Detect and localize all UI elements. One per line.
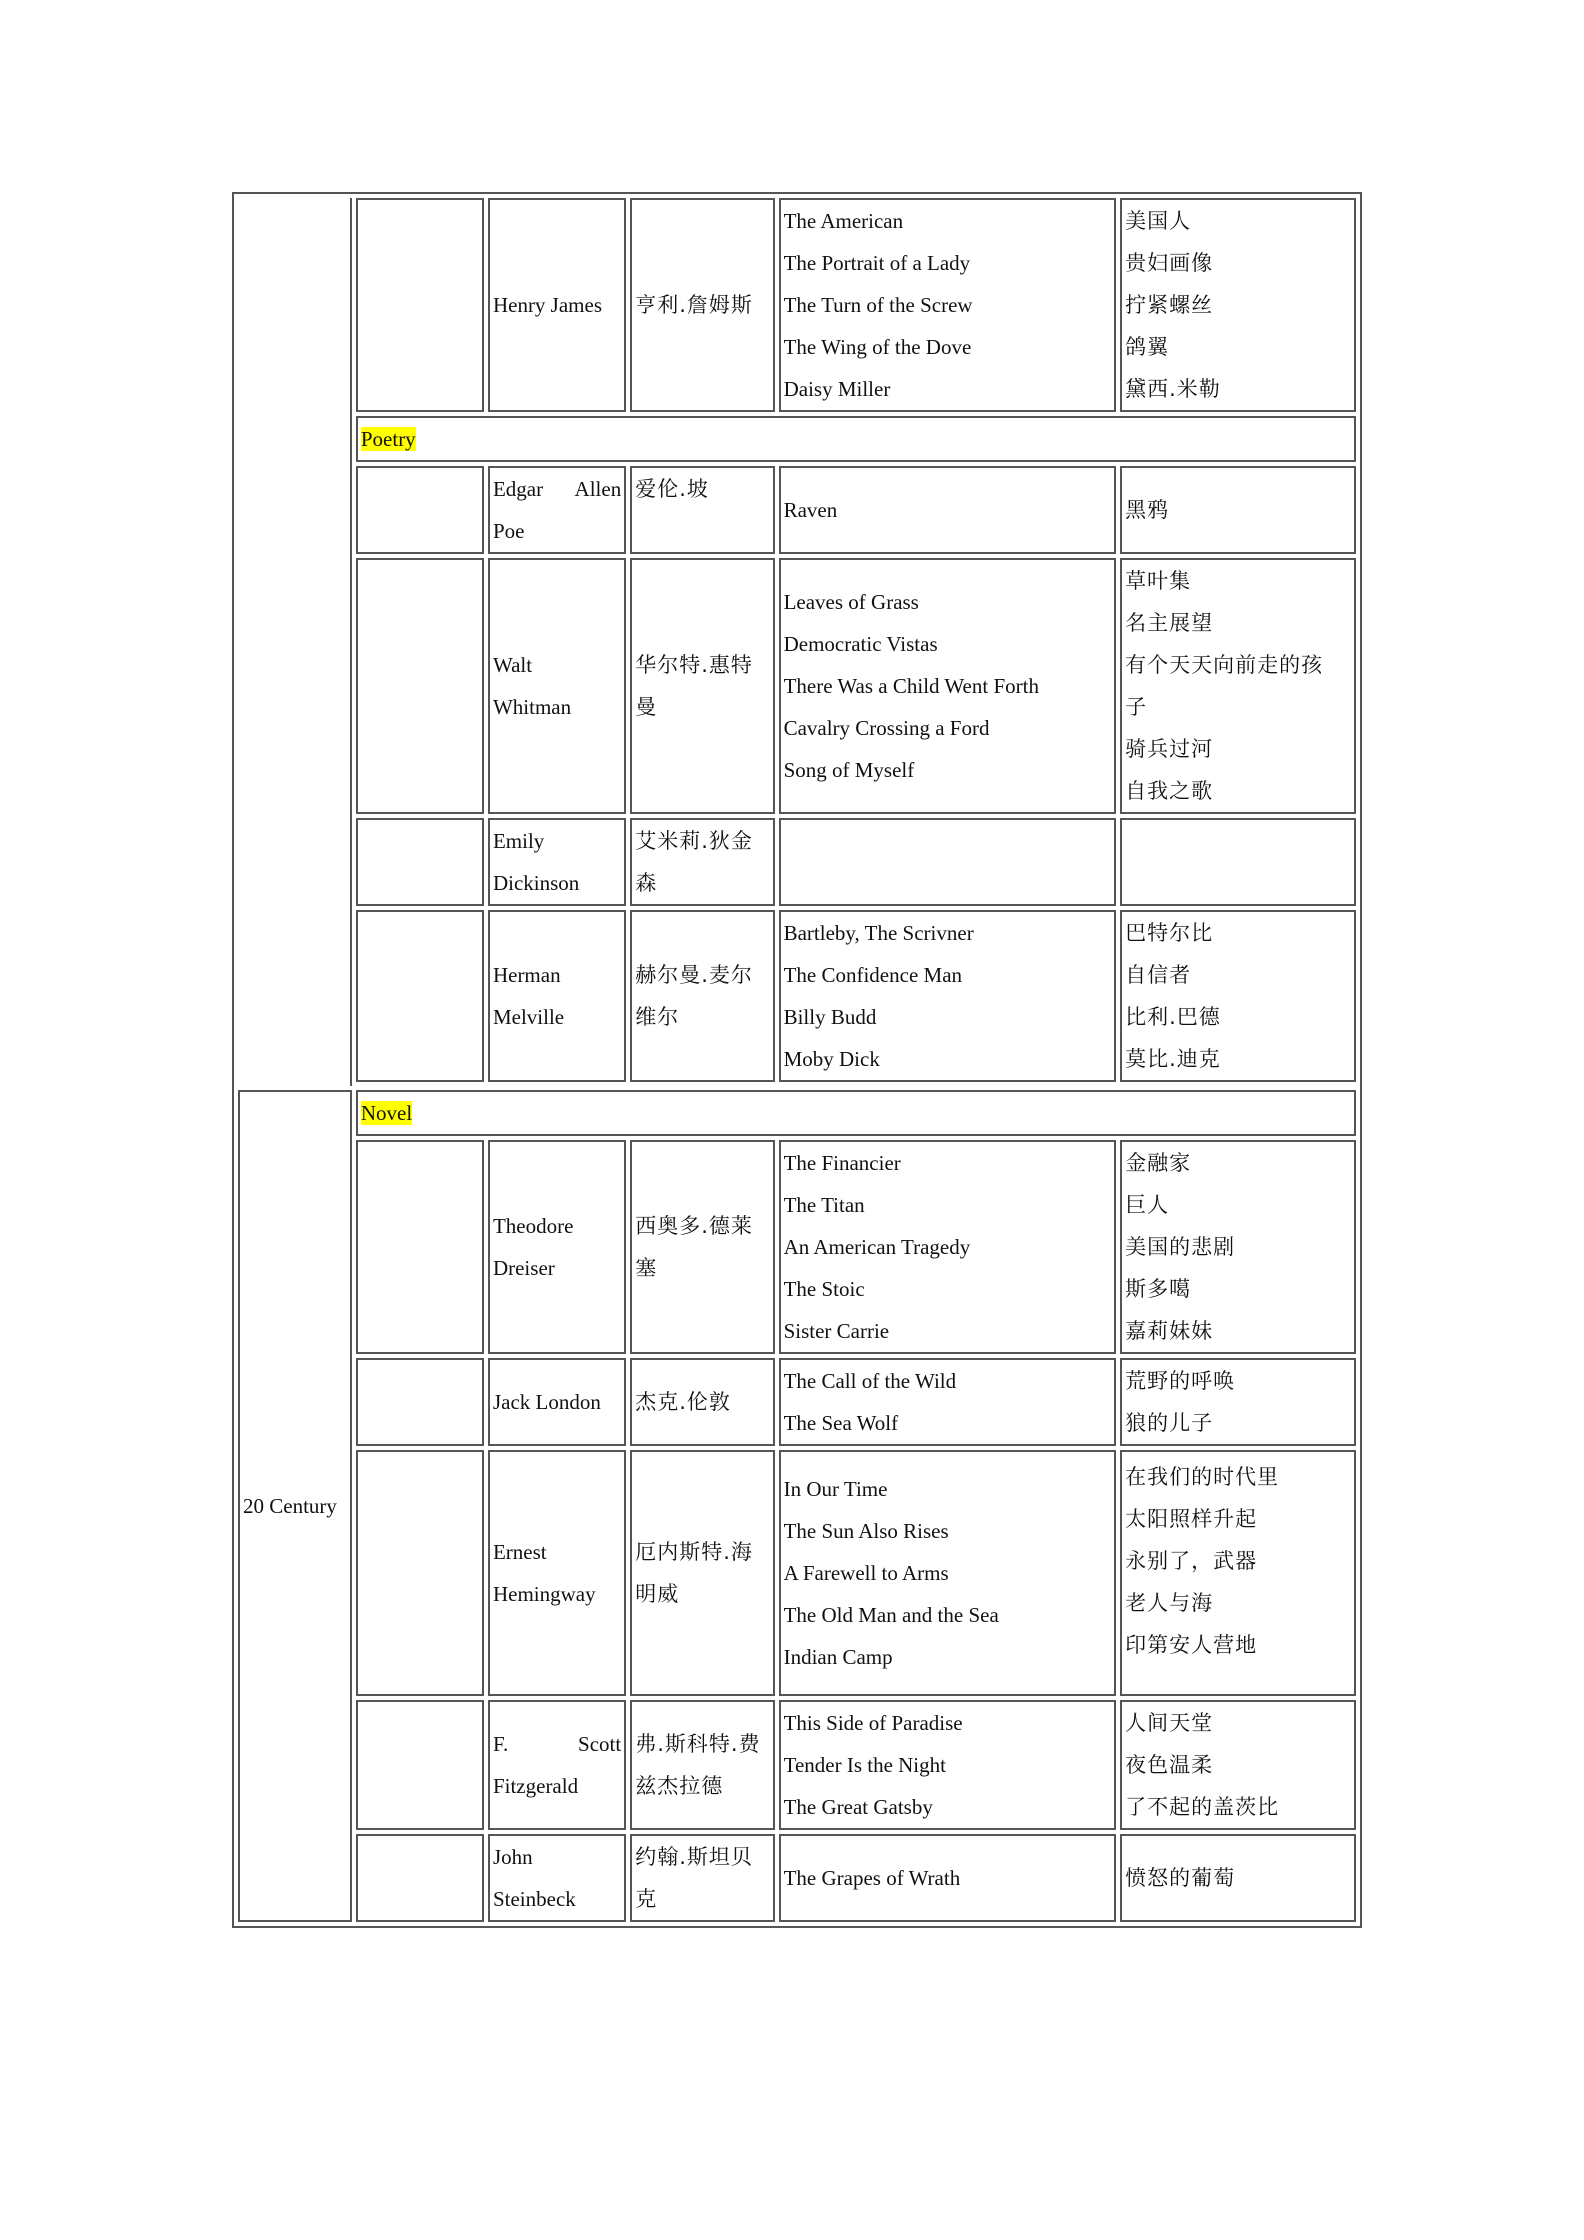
works-cn: 美国人 贵妇画像 拧紧螺丝 鸽翼 黛西.米勒 (1120, 198, 1356, 412)
blank-cell (356, 910, 484, 1082)
table-row (238, 818, 1356, 906)
author-cn-name: 爱伦.坡 (630, 466, 774, 554)
works-en: Bartleby, The Scrivner The Confidence Man Billy Budd Moby Dick (779, 910, 1117, 1082)
table-row (238, 1140, 1356, 1354)
author-en-name: F. Scott Fitzgerald (488, 1700, 626, 1830)
author-cn-name: 弗.斯科特.费 兹杰拉德 (630, 1700, 774, 1830)
works-en: In Our Time The Sun Also Rises A Farewell to Arms The Old Man and the Sea Indian Camp (779, 1450, 1117, 1696)
author-en-name: John Steinbeck (488, 1834, 626, 1922)
table-row (238, 1834, 1356, 1922)
author-en-name: Theodore Dreiser (488, 1140, 626, 1354)
works-en: The Financier The Titan An American Tragedy The Stoic Sister Carrie (779, 1140, 1117, 1354)
works-en (779, 818, 1117, 906)
author-cn-name: 艾米莉.狄金 森 (630, 818, 774, 906)
works-cn: 草叶集 名主展望 有个天天向前走的孩 子 骑兵过河 自我之歌 (1120, 558, 1356, 814)
section-label-novel: Novel (356, 1090, 1356, 1136)
works-en: The Grapes of Wrath (779, 1834, 1117, 1922)
blank-cell (356, 466, 484, 554)
table-row (238, 198, 1356, 412)
author-cn-name: 亨利.詹姆斯 (630, 198, 774, 412)
works-cn: 人间天堂 夜色温柔 了不起的盖茨比 (1120, 1700, 1356, 1830)
period-cell-20th: 20 Century (238, 1090, 352, 1922)
works-en: This Side of Paradise Tender Is the Night The Great Gatsby (779, 1700, 1117, 1830)
works-cn: 金融家 巨人 美国的悲剧 斯多噶 嘉莉妹妹 (1120, 1140, 1356, 1354)
author-cn-name: 杰克.伦敦 (630, 1358, 774, 1446)
works-cn: 愤怒的葡萄 (1120, 1834, 1356, 1922)
author-cn-name: 赫尔曼.麦尔 维尔 (630, 910, 774, 1082)
author-en-name: Emily Dickinson (488, 818, 626, 906)
section-label-poetry: Poetry (356, 416, 1356, 462)
table-row (238, 910, 1356, 1082)
works-cn: 在我们的时代里 太阳照样升起 永别了，武器 老人与海 印第安人营地 (1120, 1450, 1356, 1696)
literature-table-page (232, 192, 1362, 1928)
blank-cell (356, 1358, 484, 1446)
period-cell-19th (238, 198, 352, 1086)
author-cn-name: 西奥多.德莱 塞 (630, 1140, 774, 1354)
author-en-name: Henry James (488, 198, 626, 412)
works-en: Raven (779, 466, 1117, 554)
works-cn: 黑鸦 (1120, 466, 1356, 554)
blank-cell (356, 558, 484, 814)
works-cn: 巴特尔比 自信者 比利.巴德 莫比.迪克 (1120, 910, 1356, 1082)
table-row (238, 558, 1356, 814)
blank-cell (356, 1834, 484, 1922)
author-en-name: Edgar Allen Poe (488, 466, 626, 554)
blank-cell (356, 1140, 484, 1354)
author-cn-name: 华尔特.惠特 曼 (630, 558, 774, 814)
blank-cell (356, 1450, 484, 1696)
section-header-row (238, 416, 1356, 462)
works-cn (1120, 818, 1356, 906)
section-header-row (238, 1090, 1356, 1136)
works-en: Leaves of Grass Democratic Vistas There Was a Child Went Forth Cavalry Crossing a Ford Song of Myself (779, 558, 1117, 814)
table-row (238, 1700, 1356, 1830)
table-row (238, 1450, 1356, 1696)
works-cn: 荒野的呼唤 狼的儿子 (1120, 1358, 1356, 1446)
author-en-name: Jack London (488, 1358, 626, 1446)
blank-cell (356, 198, 484, 412)
author-en-name: Herman Melville (488, 910, 626, 1082)
table-row (238, 466, 1356, 554)
author-cn-name: 约翰.斯坦贝 克 (630, 1834, 774, 1922)
table-row (238, 1358, 1356, 1446)
authors-table (232, 192, 1362, 1928)
blank-cell (356, 1700, 484, 1830)
works-en: The American The Portrait of a Lady The Turn of the Screw The Wing of the Dove Daisy Miller (779, 198, 1117, 412)
works-en: The Call of the Wild The Sea Wolf (779, 1358, 1117, 1446)
author-en-name: Walt Whitman (488, 558, 626, 814)
blank-cell (356, 818, 484, 906)
author-en-name: Ernest Hemingway (488, 1450, 626, 1696)
author-cn-name: 厄内斯特.海 明威 (630, 1450, 774, 1696)
